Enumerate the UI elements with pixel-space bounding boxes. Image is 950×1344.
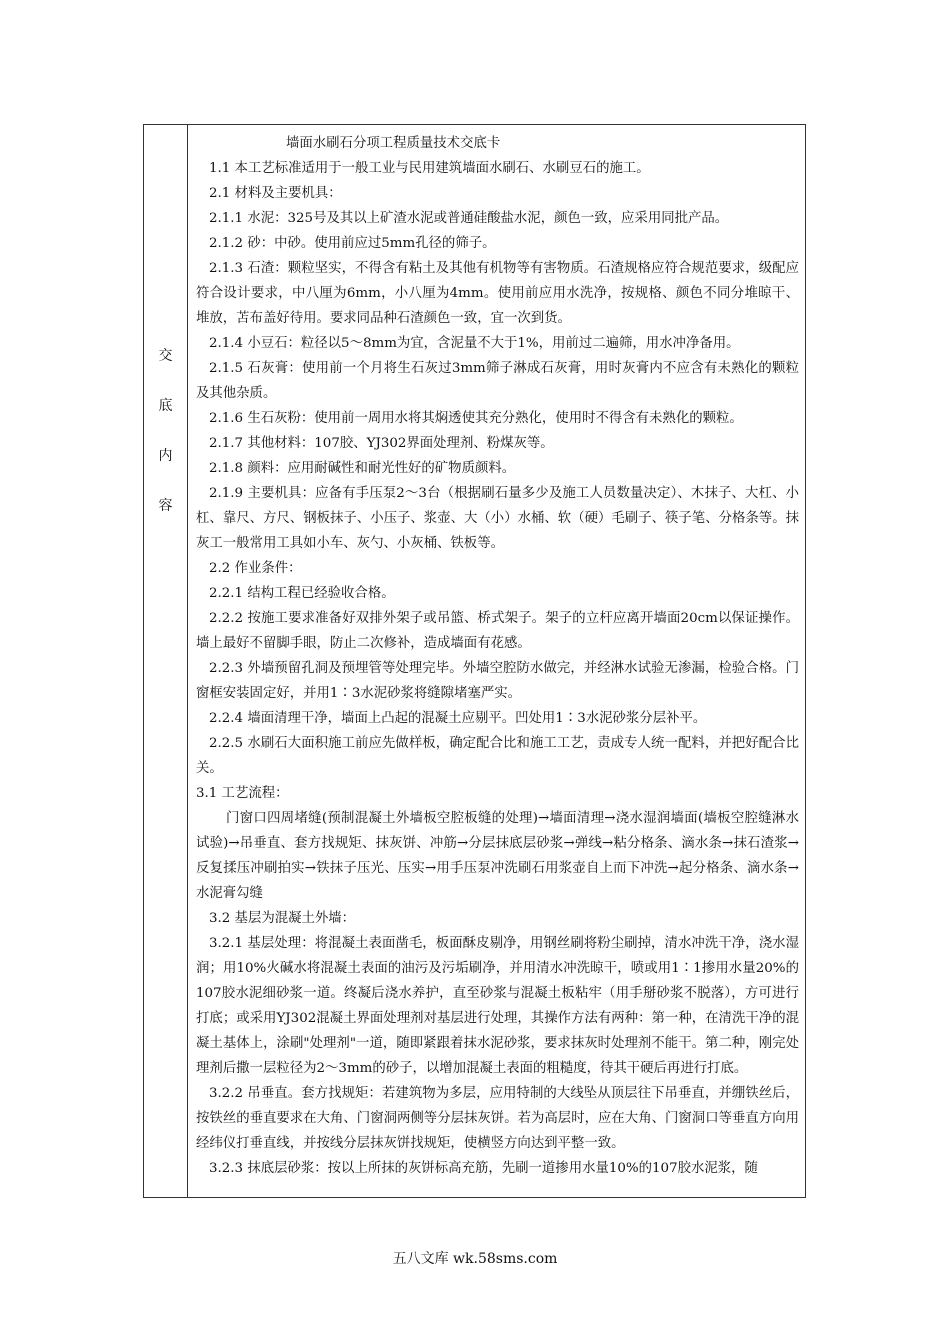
- paragraph: 1.1 本工艺标准适用于一般工业与民用建筑墙面水刷石、水刷豆石的施工。: [209, 161, 650, 176]
- paragraph: 2.1.8 颜料：应用耐碱性和耐光性好的矿物质颜料。: [209, 461, 516, 476]
- paragraph: 2.1.7 其他材料：107胶、YJ302界面处理剂、粉煤灰等。: [209, 436, 554, 451]
- paragraph: 2.1.2 砂：中砂。使用前应过5mm孔径的筛子。: [209, 236, 496, 251]
- process-flow: 门窗口四周堵缝(预制混凝土外墙板空腔板缝的处理)→墙面清理→浇水湿润墙面(墙板空腔缝淋水试验)→吊垂直、套方找规矩、抹灰饼、冲筋→分层抹底层砂浆→弹线→粘分格条、滴水条→抹石渣浆→反复揉压冲刷拍实→铁抹子压光、压实→用手压泵冲洗刷石用浆壶自上而下冲洗→起分格条、滴水条→水泥膏勾缝: [196, 811, 799, 901]
- label-column: [144, 125, 188, 1197]
- document-title: 墙面水刷石分项工程质量技术交底卡: [286, 136, 501, 151]
- paragraph: 2.2.5 水刷石大面积施工前应先做样板，确定配合比和施工工艺，责成专人统一配料，并把好配合比关。: [196, 736, 799, 776]
- paragraph: 2.1.4 小豆石：粒径以5～8mm为宜，含泥量不大于1%，用前过二遍筛，用水冲净备用。: [209, 336, 740, 351]
- content-cell: [196, 131, 799, 1181]
- label-char: 交: [158, 348, 173, 364]
- paragraph: 3.2 基层为混凝土外墙：: [209, 911, 356, 926]
- paragraph: 3.2.3 抹底层砂浆：按以上所抹的灰饼标高充筋，先刷一道掺用水量10%的107胶水泥浆，随: [209, 1161, 758, 1176]
- paragraph: 3.2.2 吊垂直。套方找规矩：若建筑物为多层，应用特制的大线坠从顶层往下吊垂直，并绷铁丝后，按铁丝的垂直要求在大角、门窗洞两侧等分层抹灰饼。若为高层时，应在大角、门窗洞口等垂直方向用经纬仪打垂直线，并按线分层抹灰饼找规矩，使横竖方向达到平整一致。: [196, 1086, 799, 1151]
- label-char: 内: [158, 448, 173, 464]
- section-heading: 3.1 工艺流程：: [196, 786, 289, 801]
- paragraph: 2.1.3 石渣：颗粒坚实，不得含有粘土及其他有机物等有害物质。石渣规格应符合规范要求，级配应符合设计要求，中八厘为6mm，小八厘为4mm。使用前应用水洗净，按规格、颜色不同分堆晾干、堆放，苫布盖好待用。要求同品种石渣颜色一致，宜一次到货。: [196, 261, 799, 326]
- footer-watermark: 五八文库 wk.58sms.com: [392, 1251, 558, 1267]
- paragraph: 2.1.1 水泥：325号及其以上矿渣水泥或普通硅酸盐水泥，颜色一致，应采用同批产品。: [209, 211, 729, 226]
- paragraph: 2.2.1 结构工程已经验收合格。: [209, 586, 395, 601]
- label-char: 容: [158, 498, 173, 514]
- paragraph: 2.1.5 石灰膏：使用前一个月将生石灰过3mm筛子淋成石灰膏，用时灰膏内不应含有未熟化的颗粒及其他杂质。: [196, 361, 799, 401]
- paragraph: 2.2.4 墙面清理干净，墙面上凸起的混凝土应剔平。凹处用1∶3水泥砂浆分层补平。: [209, 711, 707, 726]
- paragraph: 2.1.9 主要机具：应备有手压泵2～3台（根据刷石量多少及施工人员数量决定）、木抹子、大杠、小杠、靠尺、方尺、钢板抹子、小压子、浆壶、大（小）水桶、软（硬）毛刷子、筷子笔、分格条等。抹灰工一般常用工具如小车、灰勺、小灰桶、铁板等。: [196, 486, 799, 551]
- paragraph: 3.2.1 基层处理：将混凝土表面凿毛，板面酥皮剔净，用钢丝刷将粉尘刷掉，清水冲洗干净，浇水湿润；用10%火碱水将混凝土表面的油污及污垢刷净，并用清水冲洗晾干，喷或用1∶1掺用水量20%的107胶水泥细砂浆一道。终凝后浇水养护，直至砂浆与混凝土板粘牢（用手掰砂浆不脱落），方可进行打底；或采用YJ302混凝土界面处理剂对基层进行处理，其操作方法有两种：第一种，在清洗干净的混凝土基体上，涂刷"处理剂"一道，随即紧跟着抹水泥砂浆，要求抹灰时处理剂不能干。第二种，刚完处理剂后撒一层粒径为2～3mm的砂子，以增加混凝土表面的粗糙度，待其干硬后再进行打底。: [196, 936, 799, 1076]
- paragraph: 2.1 材料及主要机具：: [209, 186, 342, 201]
- label-char: 底: [158, 398, 173, 414]
- handover-table: [143, 124, 806, 1198]
- paragraph: 2.2.3 外墙预留孔洞及预埋管等处理完毕。外墙空腔防水做完，并经淋水试验无渗漏，检验合格。门窗框安装固定好，并用1∶3水泥砂浆将缝隙堵塞严实。: [196, 661, 799, 701]
- paragraph: 2.1.6 生石灰粉：使用前一周用水将其焖透使其充分熟化，使用时不得含有未熟化的颗粒。: [209, 411, 743, 426]
- paragraph: 2.2.2 按施工要求准备好双排外架子或吊篮、桥式架子。架子的立杆应离开墙面20cm以保证操作。墙上最好不留脚手眼，防止二次修补，造成墙面有花感。: [196, 611, 799, 651]
- paragraph: 2.2 作业条件：: [209, 561, 302, 576]
